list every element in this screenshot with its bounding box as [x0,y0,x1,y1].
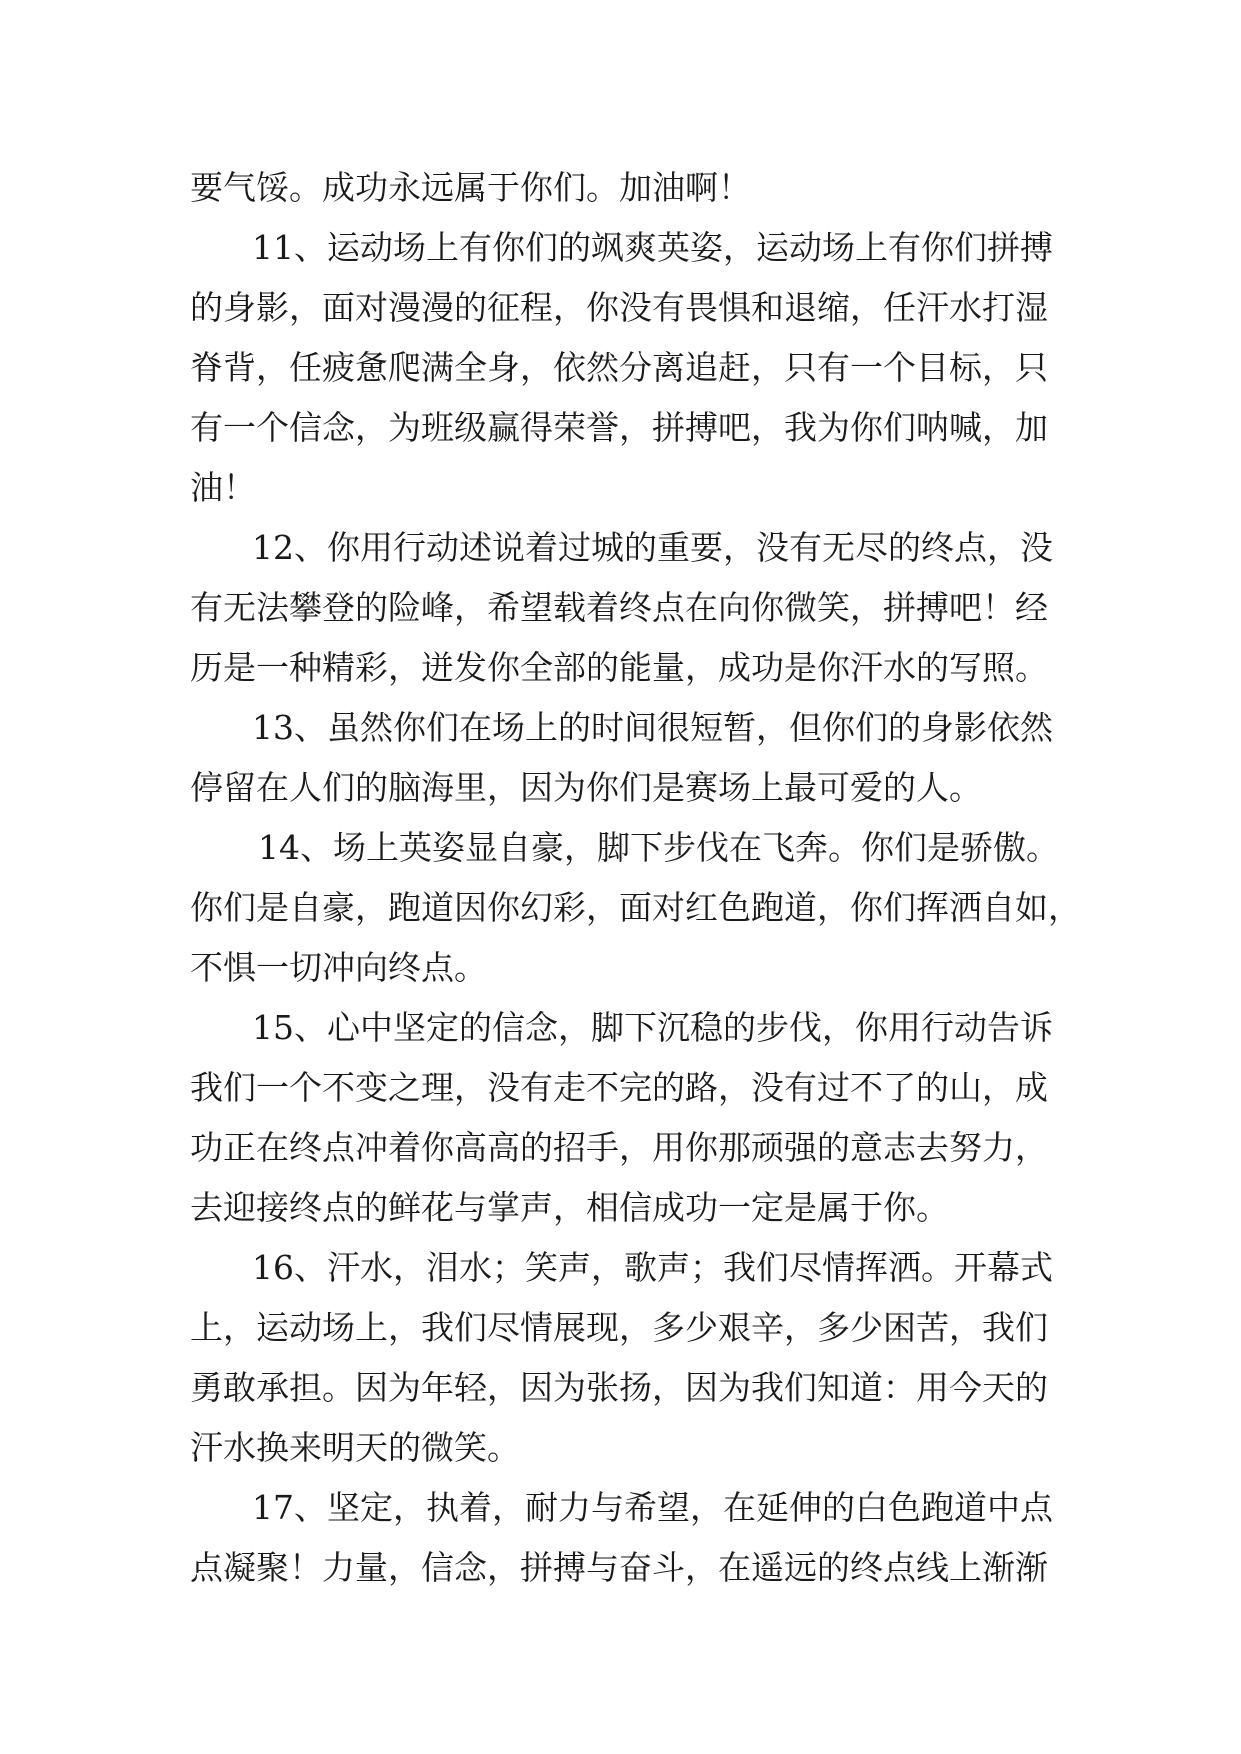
text-line: 去迎接终点的鲜花与掌声，相信成功一定是属于你。 [190,1188,949,1227]
text-line: 历是一种精彩，迸发你全部的能量，成功是你汗水的写照。 [190,648,1048,687]
text-line: 点凝聚！力量，信念，拼搏与奋斗，在遥远的终点线上渐渐 [190,1548,1048,1587]
paragraph-12-start: 12、你用行动述说着过城的重要，没有无尽的终点，没 [252,528,1053,567]
text-line: 停留在人们的脑海里，因为你们是赛场上最可爱的人。 [190,768,982,807]
paragraph-16-start: 16、汗水，泪水；笑声，歌声；我们尽情挥洒。开幕式 [252,1248,1053,1287]
paragraph-17-start: 17、坚定，执着，耐力与希望，在延伸的白色跑道中点 [252,1488,1053,1527]
text-line: 上，运动场上，我们尽情展现，多少艰辛，多少困苦，我们 [190,1308,1048,1347]
text-line: 汗水换来明天的微笑。 [190,1428,520,1467]
text-line: 你们是自豪，跑道因你幻彩，面对红色跑道，你们挥洒自如， [190,888,1081,927]
paragraph-13-start: 13、虽然你们在场上的时间很短暂，但你们的身影依然 [252,708,1053,747]
text-line: 功正在终点冲着你高高的招手，用你那顽强的意志去努力， [190,1128,1048,1167]
text-line: 不惧一切冲向终点。 [190,948,487,987]
text-line: 的身影，面对漫漫的征程，你没有畏惧和退缩，任汗水打湿 [190,288,1048,327]
paragraph-11-start: 11、运动场上有你们的飒爽英姿，运动场上有你们拼搏 [252,228,1053,267]
text-line: 有无法攀登的险峰，希望载着终点在向你微笑，拼搏吧！经 [190,588,1048,627]
paragraph-15-start: 15、心中坚定的信念，脚下沉稳的步伐，你用行动告诉 [252,1008,1053,1047]
paragraph-14-start: 14、场上英姿显自豪，脚下步伐在飞奔。你们是骄傲。 [258,828,1059,867]
text-line: 我们一个不变之理，没有走不完的路，没有过不了的山，成 [190,1068,1048,1107]
text-line: 油！ [190,468,256,507]
text-line: 有一个信念，为班级赢得荣誉，拼搏吧，我为你们呐喊，加 [190,408,1048,447]
text-line: 勇敢承担。因为年轻，因为张扬，因为我们知道：用今天的 [190,1368,1048,1407]
text-line: 脊背，任疲惫爬满全身，依然分离追赶，只有一个目标，只 [190,348,1048,387]
text-line: 要气馁。成功永远属于你们。加油啊！ [190,168,751,207]
